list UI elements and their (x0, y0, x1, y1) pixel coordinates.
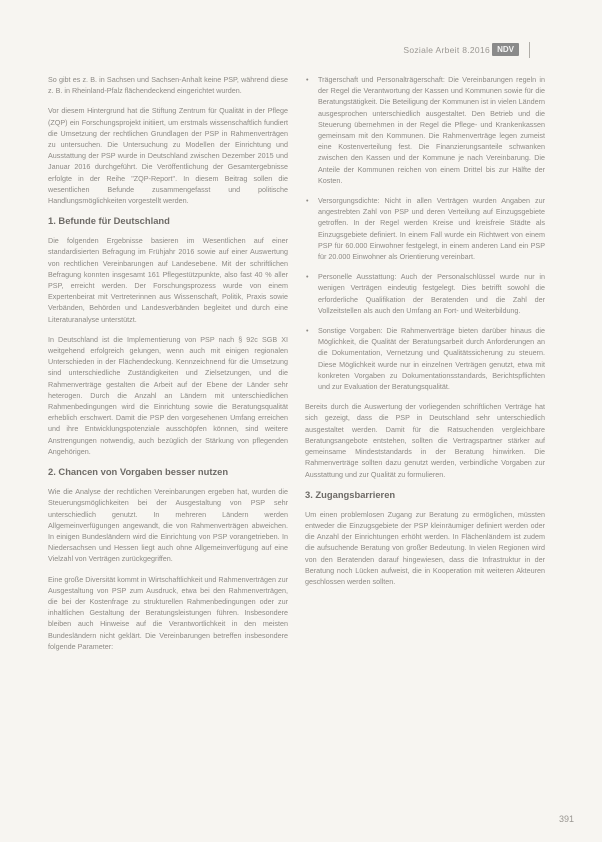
list-item: • Trägerschaft und Personalträgerschaft: Die Vereinbarungen regeln in der Regel die Verantwortung der Kassen und Kommunen sowie für die Beratungstätigkeit. Die Beteiligung der Kommunen ist in vielen Ländern ausgesprochen unterschiedlich ausgestaltet. Den Betrieb und die Steuerung übernehmen in der Regel die Pflege- und Krankenkassen gemeinsam mit den Kommunen. Die Rahmenverträge legen zumeist eine Kostenverteilung fest. Die Finanzierungsanteile schwanken zwischen den Kassen und der Kommune je nach Vereinbarung. Die Anteile der Kommunen reichen von einem Drittel bis zur Hälfte der Kosten. (305, 74, 545, 186)
paragraph: Um einen problemlosen Zugang zur Beratung zu ermöglichen, müssten entweder die Einzugsgebiete der PSP kleinräumiger definiert werden oder die Anzahl der Einrichtungen erhöht werden. In Flächenländern ist zudem die aufsuchende Beratung von großer Bedeutung. In vielen Regionen wird von den Beratenden darauf hingewiesen, dass die Infrastruktur in der Beratung noch Lücken aufweist, die in Kooperation mit weiteren Akteuren geschlossen werden sollten. (305, 509, 545, 586)
paragraph: Bereits durch die Auswertung der vorliegenden schriftlichen Verträge hat sich gezeigt, dass die PSP in Deutschland sehr unterschiedlich ausgestaltet werden. Damit für die Ratsuchenden vergleichbare Beratungsangebote entstehen, sollten die Vertragspartner stärker auf gemeinsame Mindeststandards in der Beratung hinwirken. Die Rahmenverträge sollten dazu genutzt werden, verbindliche Vorgaben zur Ausstattung und zur Qualität zu formulieren. (305, 402, 545, 479)
page-header (0, 40, 602, 60)
left-column (48, 74, 288, 661)
list-item: • Versorgungsdichte: Nicht in allen Verträgen wurden Angaben zur angestrebten Zahl von PSP und deren Verteilung auf Einzugsgebiete getroffen. In der Regel werden Kreise und kreisfreie Städte als Einzugsgebiete definiert. In einem Fall wurde ein Richtwert von einem PSP für 60.000 Einwohner festgelegt, in einem anderen Land ein PSP für 20.000 Einwohner als Orientierung vereinbart. (305, 195, 545, 262)
paragraph: In Deutschland ist die Implementierung von PSP nach § 92c SGB XI weitgehend erfolgreich gelungen, wenn auch mit einigen regionalen Unterschieden in der Flächendeckung. Kennzeichnend für die Umsetzung sind unterschiedliche Zuständigkeiten und Zielsetzungen, und die Rahmenverträge gestalten die Arbeit auf der Ebene der Länder sehr heterogen. Durch die Anzahl an Ländern mit unterschiedlichen Rahmenbedingungen wird die Einrichtung sowie die Beratungsqualität erheblich erschwert. Damit die PSP den vorgesehenen Umfang erreichen und ihre Entwicklungspotenziale ausschöpfen können, sind weitere Anstrengungen notwendig, auch bezüglich der Stärkung von pflegenden Angehörigen. (48, 334, 288, 456)
section-heading-1: 1. Befunde für Deutschland (48, 215, 170, 227)
section-heading-3: 3. Zugangsbarrieren (305, 488, 396, 500)
paragraph: Vor diesem Hintergrund hat die Stiftung Zentrum für Qualität in der Pflege (ZQP) ein Forschungsprojekt initiiert, um erstmals wissenschaftlich fundiert die Umsetzung der rechtlichen Grundlagen der PSP in Rahmenverträgen zu untersuchen. Die Untersuchung zu Modellen der Einrichtung und Ausstattung der PSP wurde in Deutschland zwischen Dezember 2015 und Januar 2016 durchgeführt. Die Veröffentlichung der Gesamtergebnisse erfolgte in der Reihe "ZQP-Report". In diesem Beitrag sollen die wesentlichen Befunde zusammengefasst und politische Handlungsmöglichkeiten vorgestellt werden. (48, 106, 288, 206)
journal-badge: NDV (492, 43, 519, 56)
right-column (305, 74, 545, 596)
journal-issue: Soziale Arbeit 8.2016 (403, 45, 490, 55)
paragraph: Wie die Analyse der rechtlichen Vereinbarungen ergeben hat, wurden die Steuerungsmöglichkeiten bei der Ausgestaltung von PSP sehr unterschiedlich genutzt. In mehreren Ländern werden Allgemeinverfügungen angewandt, die von Rahmenverträgen abweichen. In einigen Bundesländern wird die Einrichtung von PSP vorangetrieben. In Niedersachsen und Hessen liegt auch ohne Allgemeinverfügung auf eine Vielzahl von Verträgen zurückgegriffen. (48, 487, 288, 564)
section-heading-2: 2. Chancen von Vorgaben besser nutzen (48, 466, 229, 478)
paragraph: Eine große Diversität kommt in Wirtschaftlichkeit und Rahmenverträgen zur Ausgestaltung von PSP zum Ausdruck, etwa bei den Rahmenverträgen, die bei der Kostenfrage zu strukturellen Rahmenbedingungen oder zur inhaltlichen Gestaltung der Beratungsleistungen führen. Insbesondere bleiben auch Hinweise auf die Verantwortlichkeit in den meisten Bundesländern nicht geklärt. Die Vereinbarungen betreffen insbesondere folgende Parameter: (48, 574, 288, 651)
paragraph: So gibt es z. B. in Sachsen und Sachsen-Anhalt keine PSP, während diese z. B. in Rheinland-Pfalz flächendeckend eingerichtet wurden. (48, 75, 288, 96)
list-item: • Personelle Ausstattung: Auch der Personalschlüssel wurde nur in wenigen Verträgen eindeutig festgelegt. Dies betrifft sowohl die erforderliche Qualifikation der Beratenden und die Zahl der Vollzeitstellen als auch den Umfang an Fort- und Weiterbildung. (305, 271, 545, 316)
paragraph: Die folgenden Ergebnisse basieren im Wesentlichen auf einer standardisierten Befragung im Frühjahr 2016 sowie auf einer Auswertung von rechtlichen Vereinbarungen auf Landesebene. Mit der schriftlichen Befragung konnten insgesamt 161 Pflegestützpunkte, also fast 40 % aller PSP, erreicht werden. Der Forschungsprozess wurde von einem Expertenbeirat mit Vertreterinnen aus Wissenschaft, Politik, Praxis sowie Verbänden, Behörden und Landesverbänden begleitet und durch eine Literaturanalyse unterstützt. (48, 236, 288, 324)
parameter-list (305, 74, 545, 392)
header-divider (529, 42, 530, 58)
page-number: 391 (558, 814, 574, 824)
list-item: • Sonstige Vorgaben: Die Rahmenverträge bieten darüber hinaus die Möglichkeit, die Qualität der Beratungsarbeit durch Anforderungen an die Dokumentation, Vernetzung und Qualitätssicherung zu steuern. Diese Möglichkeit wurde nur in einzelnen Verträgen genutzt, etwa mit konkreten Vorgaben zu Dokumentationsstandards, Berichtspflichten und zur Evaluation der Beratungsqualität. (305, 325, 545, 392)
